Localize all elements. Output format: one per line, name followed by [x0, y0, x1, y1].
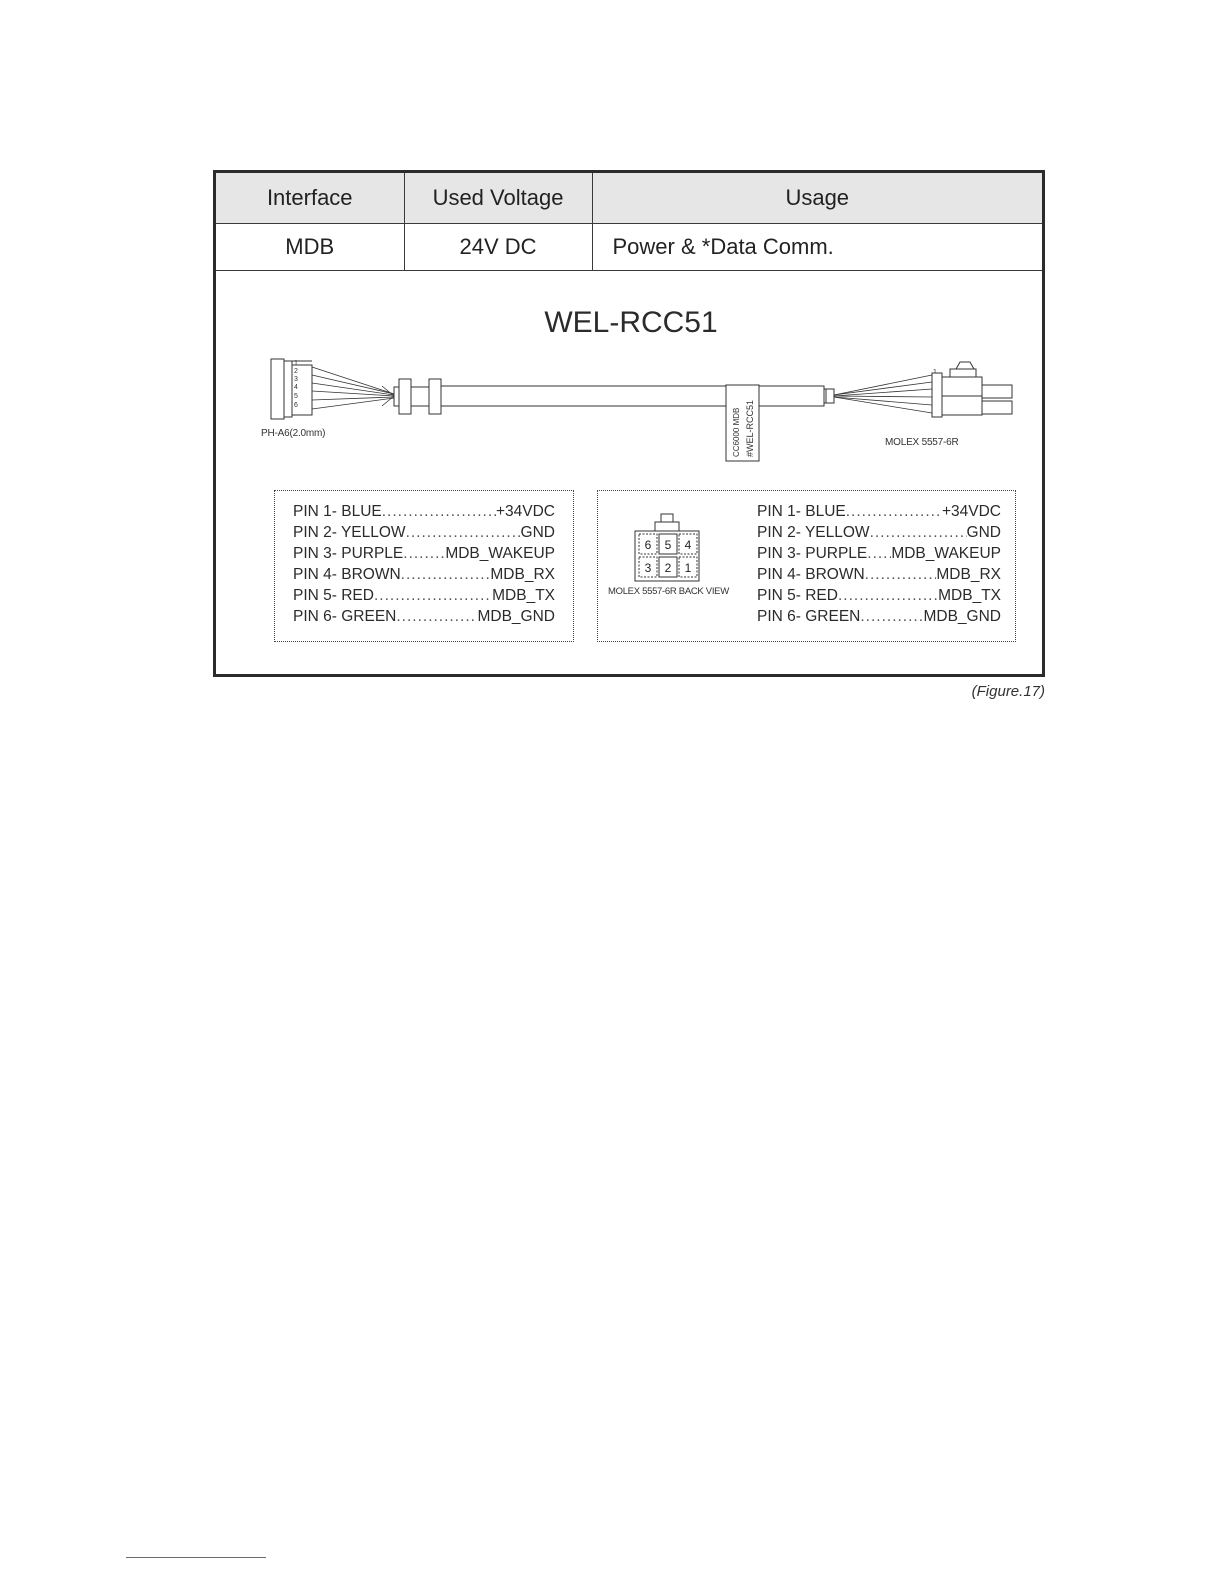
header-used-voltage: Used Voltage	[404, 173, 592, 224]
pin-label: PIN 5- RED	[293, 587, 374, 604]
pin-value: +34VDC	[941, 503, 1001, 520]
cell-used-voltage: 24V DC	[404, 224, 592, 271]
cell-interface: MDB	[216, 224, 404, 271]
right-connector	[932, 362, 1012, 417]
pin-value: GND	[966, 524, 1001, 541]
right-wires	[834, 375, 932, 413]
molex-cell: 6	[644, 538, 652, 552]
right-pin-row	[757, 545, 1001, 563]
pin-label: PIN 4- BROWN	[293, 566, 401, 583]
footnote-divider	[126, 1557, 266, 1558]
pin-value: GND	[520, 524, 555, 541]
left-pinout-box	[274, 490, 574, 642]
pin-label: PIN 6- GREEN	[293, 608, 397, 625]
pin-value: MDB_WAKEUP	[891, 545, 1001, 562]
pin-value: MDB_GND	[923, 608, 1001, 625]
pin-value: MDB_RX	[936, 566, 1001, 583]
right-pin-row	[757, 503, 1001, 521]
left-pin-row	[293, 524, 555, 542]
molex-cell: 3	[644, 561, 652, 575]
pin-value: MDB_TX	[938, 587, 1001, 604]
left-pin-numbers	[294, 360, 298, 409]
right-pin-row	[757, 524, 1001, 542]
pin-label: PIN 3- PURPLE	[293, 545, 404, 562]
pin-value: MDB_WAKEUP	[445, 545, 555, 562]
left-pin-row	[293, 566, 555, 584]
right-pinout-box	[597, 490, 1016, 642]
header-usage: Usage	[592, 173, 1042, 224]
cable-tag-line1: CC6000 MDB	[732, 407, 741, 457]
pin-value: MDB_RX	[490, 566, 555, 583]
left-pin-num: 1	[294, 360, 298, 367]
diagram-title: WEL-RCC51	[544, 306, 718, 339]
left-connector-label: PH-A6(2.0mm)	[261, 428, 326, 439]
left-pin-num: 6	[294, 402, 298, 409]
pin-value: +34VDC	[495, 503, 555, 520]
pin-label: PIN 5- RED	[757, 587, 838, 604]
pin-label: PIN 6- GREEN	[757, 608, 861, 625]
right-pin-row	[757, 566, 1001, 584]
left-pin-num: 2	[294, 368, 298, 375]
pin-label: PIN 1- BLUE	[293, 503, 382, 520]
figure-frame	[213, 170, 1045, 677]
left-pin-num: 3	[294, 376, 298, 383]
molex-cell: 1	[684, 561, 692, 575]
pin-value: MDB_TX	[492, 587, 555, 604]
cable-tag-line2: #WEL-RCC51	[745, 399, 755, 457]
pin-value: MDB_GND	[477, 608, 555, 625]
pin-label: PIN 3- PURPLE	[757, 545, 868, 562]
molex-cell: 4	[684, 538, 692, 552]
molex-cell: 2	[664, 561, 672, 575]
pin-label: PIN 2- YELLOW	[757, 524, 870, 541]
molex-back-view-icon	[633, 513, 713, 583]
pin-label: PIN 1- BLUE	[757, 503, 846, 520]
right-pin-row	[757, 587, 1001, 605]
pin-label: PIN 4- BROWN	[757, 566, 865, 583]
right-pin-row	[757, 608, 1001, 626]
molex-back-view-label: MOLEX 5557-6R BACK VIEW	[608, 586, 729, 597]
left-connector	[271, 359, 312, 419]
header-interface: Interface	[216, 173, 404, 224]
left-pin-row	[293, 545, 555, 563]
molex-cell: 5	[664, 538, 672, 552]
left-pin-row	[293, 608, 555, 626]
left-pin-row	[293, 503, 555, 521]
left-pin-row	[293, 587, 555, 605]
left-wires	[312, 367, 394, 409]
left-pin-num: 5	[294, 393, 298, 400]
left-pin-num: 4	[294, 384, 298, 391]
cable-body	[394, 379, 834, 414]
figure-caption: (Figure.17)	[971, 683, 1045, 700]
pin-label: PIN 2- YELLOW	[293, 524, 406, 541]
cell-usage: Power & *Data Comm.	[592, 224, 1042, 271]
right-connector-label: MOLEX 5557-6R	[885, 437, 959, 448]
